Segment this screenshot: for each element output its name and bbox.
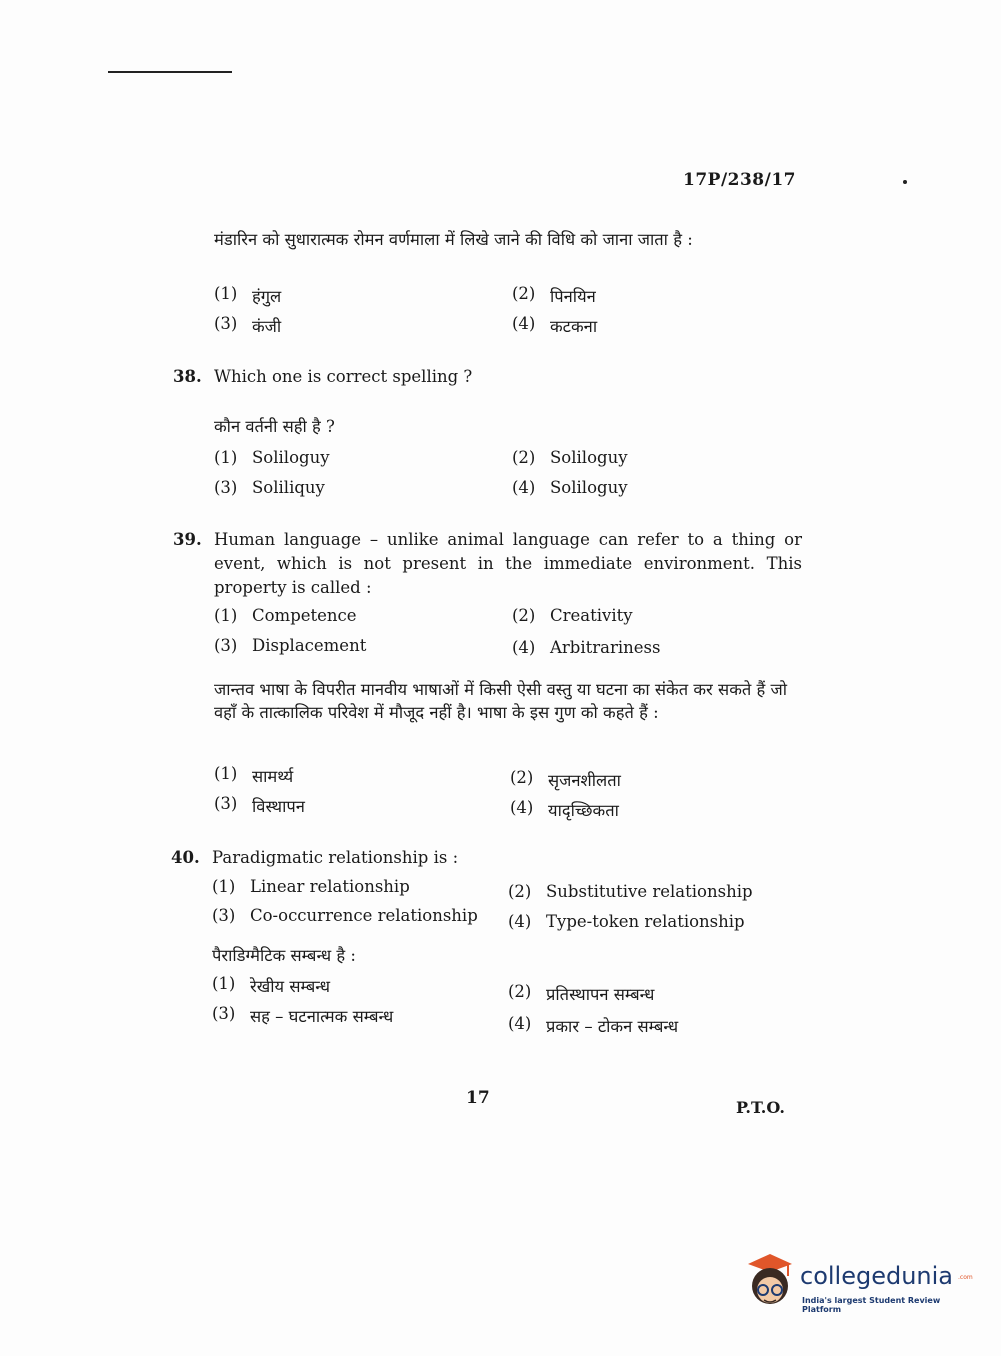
q40-number: 40. (171, 848, 200, 867)
mascot-icon (742, 1250, 798, 1314)
q37-option-4[interactable]: (4) कटकना (512, 314, 598, 336)
logo-tagline: India's largest Student Review Platform (802, 1296, 941, 1314)
q40-stem-english: Paradigmatic relationship is : (212, 848, 459, 867)
q38-stem-hindi: कौन वर्तनी सही है ? (214, 417, 335, 436)
please-turn-over: P.T.O. (736, 1098, 785, 1117)
logo-wordmark: collegedunia (800, 1262, 954, 1290)
q39-option-hindi-4[interactable]: (4) यादृच्छिकता (510, 798, 619, 820)
q40-option-4[interactable]: (4) Type-token relationship (508, 912, 745, 931)
q39-number: 39. (173, 530, 202, 549)
q38-option-3[interactable]: (3) Soliliquy (214, 478, 325, 497)
q40-option-hindi-1[interactable]: (1) रेखीय सम्बन्ध (212, 974, 330, 996)
q38-number: 38. (173, 367, 202, 386)
q40-option-hindi-4[interactable]: (4) प्रकार – टोकन सम्बन्ध (508, 1014, 679, 1036)
q39-option-4[interactable]: (4) Arbitrariness (512, 638, 661, 657)
q37-stem-hindi: मंडारिन को सुधारात्मक रोमन वर्णमाला में लिखे जाने की विधि को जाना जाता है : (214, 230, 693, 249)
q40-option-2[interactable]: (2) Substitutive relationship (508, 882, 753, 901)
q39-option-3[interactable]: (3) Displacement (214, 636, 367, 655)
logo-suffix: .com (958, 1274, 973, 1281)
q37-option-1[interactable]: (1) हंगुल (214, 284, 282, 306)
q38-option-1[interactable]: (1) Soliloguy (214, 448, 330, 467)
header-rule (108, 71, 232, 73)
q40-option-hindi-3[interactable]: (3) सह – घटनात्मक सम्बन्ध (212, 1004, 394, 1026)
q39-option-hindi-2[interactable]: (2) सृजनशीलता (510, 768, 621, 790)
collegedunia-logo (742, 1250, 972, 1314)
q39-option-hindi-3[interactable]: (3) विस्थापन (214, 794, 305, 816)
q38-stem-english: Which one is correct spelling ? (214, 367, 473, 386)
q38-option-2[interactable]: (2) Soliloguy (512, 448, 628, 467)
speck (903, 180, 907, 184)
q37-option-2[interactable]: (2) पिनयिन (512, 284, 596, 306)
page-number: 17 (466, 1088, 490, 1108)
q40-option-3[interactable]: (3) Co-occurrence relationship (212, 906, 478, 925)
q40-option-1[interactable]: (1) Linear relationship (212, 877, 410, 896)
q37-option-3[interactable]: (3) कंजी (214, 314, 282, 336)
q39-stem-hindi: जान्तव भाषा के विपरीत मानवीय भाषाओं में किसी ऐसी वस्तु या घटना का संकेत कर सकते हैं जो वहाँ के तात्कालिक परिवेश में मौजूद नहीं है। भाषा के इस गुण को कहते हैं : (214, 680, 788, 722)
q39-stem-english: Human language – unlike animal language can refer to a thing or event, which is not present in the immediate environment. This property is called : (214, 530, 802, 597)
q40-stem-hindi: पैराडिग्मैटिक सम्बन्ध है : (212, 946, 356, 965)
q38-option-4[interactable]: (4) Soliloguy (512, 478, 628, 497)
q39-option-1[interactable]: (1) Competence (214, 606, 357, 625)
q39-option-2[interactable]: (2) Creativity (512, 606, 633, 625)
q40-option-hindi-2[interactable]: (2) प्रतिस्थापन सम्बन्ध (508, 982, 655, 1004)
paper-code: 17P/238/17 (683, 170, 797, 190)
q39-option-hindi-1[interactable]: (1) सामर्थ्य (214, 764, 294, 786)
